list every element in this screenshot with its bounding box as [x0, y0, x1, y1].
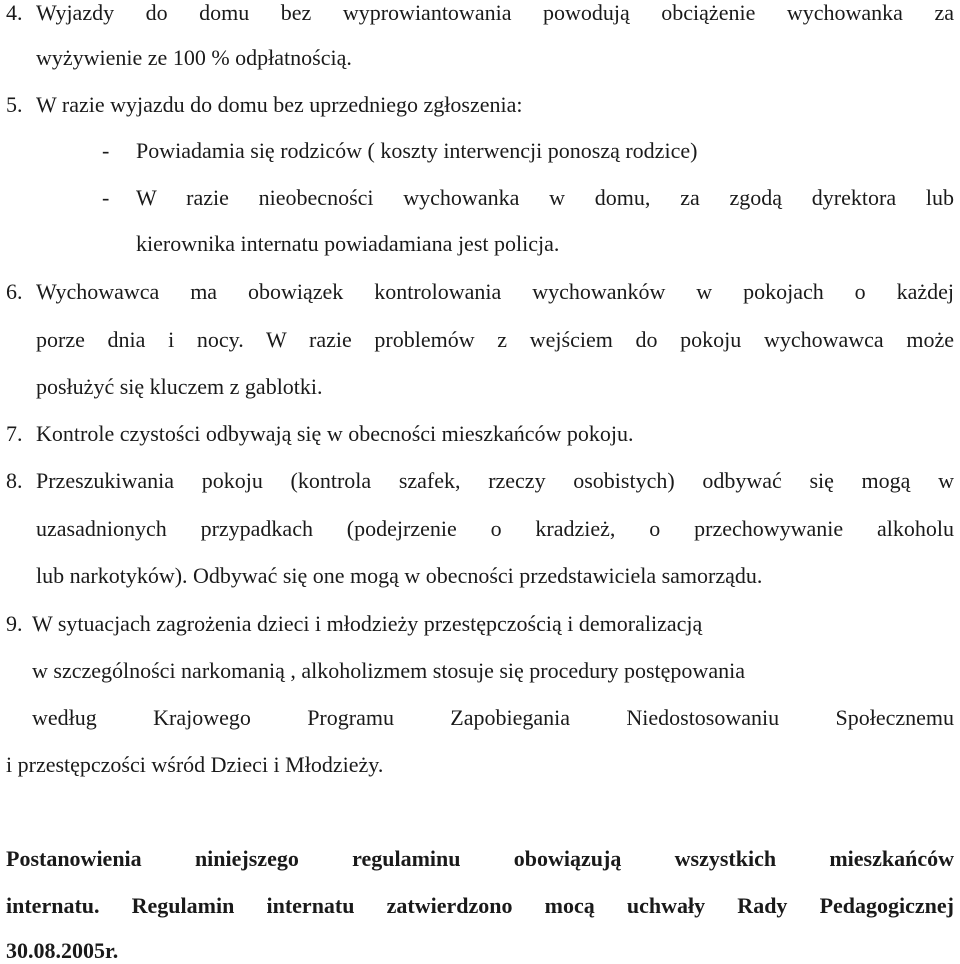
item-text-line: według Krajowego Programu Zapobiegania Niedostosowaniu Społecznemu [32, 705, 954, 730]
sub-item-text-line: Powiadamia się rodziców ( koszty interwencji ponoszą rodzice) [136, 138, 698, 163]
sub-item-dash: - [102, 185, 110, 210]
item-number: 8. [6, 468, 23, 493]
sub-item-text-line: W razie nieobecności wychowanka w domu, za zgodą dyrektora lub [136, 185, 954, 210]
item-text-line: Wyjazdy do domu bez wyprowiantowania powodują obciążenie wychowanka za [36, 0, 954, 25]
sub-item-text-line: kierownika internatu powiadamiana jest policja. [136, 231, 560, 256]
item-text-line: porze dnia i nocy. W razie problemów z wejściem do pokoju wychowawca może [36, 327, 954, 352]
item-text-line: uzasadnionych przypadkach (podejrzenie o kradzież, o przechowywanie alkoholu [36, 516, 954, 541]
item-number: 9. [6, 611, 23, 636]
sub-item-dash: - [102, 138, 110, 163]
item-number: 6. [6, 279, 23, 304]
item-text-line: i przestępczości wśród Dzieci i Młodzieży. [6, 752, 384, 777]
item-number: 7. [6, 421, 23, 446]
item-text-line: Wychowawca ma obowiązek kontrolowania wychowanków w pokojach o każdej [36, 279, 954, 304]
item-number: 4. [6, 0, 23, 25]
item-text-line: Przeszukiwania pokoju (kontrola szafek, rzeczy osobistych) odbywać się mogą w [36, 468, 954, 493]
item-text-line: wyżywienie ze 100 % odpłatnością. [36, 45, 352, 70]
item-text-line: W sytuacjach zagrożenia dzieci i młodzieży przestępczością i demoralizacją [32, 611, 703, 636]
closing-text-line: Postanowienia niniejszego regulaminu obowiązują wszystkich mieszkańców [6, 846, 954, 871]
item-text-line: Kontrole czystości odbywają się w obecności mieszkańców pokoju. [36, 421, 634, 446]
item-text-line: w szczególności narkomanią , alkoholizmem stosuje się procedury postępowania [32, 658, 745, 683]
item-number: 5. [6, 92, 23, 117]
item-text-line: posłużyć się kluczem z gablotki. [36, 374, 323, 399]
closing-text-line: 30.08.2005r. [6, 938, 119, 963]
item-text-line: lub narkotyków). Odbywać się one mogą w obecności przedstawiciela samorządu. [36, 563, 763, 588]
item-text-line: W razie wyjazdu do domu bez uprzedniego zgłoszenia: [36, 92, 523, 117]
closing-text-line: internatu. Regulamin internatu zatwierdzono mocą uchwały Rady Pedagogicznej [6, 893, 954, 918]
